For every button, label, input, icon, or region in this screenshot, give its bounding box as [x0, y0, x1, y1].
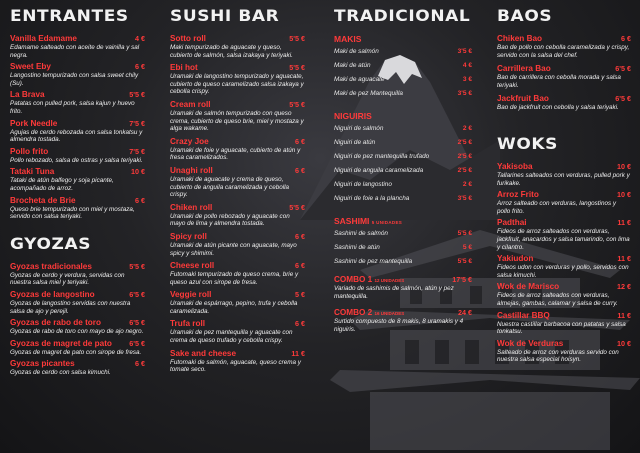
menu-item-row: [10, 290, 145, 299]
menu-item-name: Pollo frito: [10, 146, 49, 156]
menu-item: [334, 62, 472, 69]
menu-item-row: [497, 190, 631, 199]
menu-item-name: Jackfruit Bao: [497, 94, 549, 104]
sashimi-units: 5 UNIDADES: [371, 220, 403, 225]
menu-item: [334, 167, 472, 174]
menu-item-price: 2'5 €: [457, 139, 472, 146]
menu-item-price: 5'5 €: [289, 34, 305, 43]
menu-item-name: Maki de pez Mantequilla: [334, 90, 403, 97]
menu-item-name: Brocheta de Brie: [10, 195, 76, 205]
menu-item: [10, 62, 145, 87]
menu-item-price: 10 €: [617, 190, 631, 200]
menu-item: [334, 258, 472, 265]
menu-item-desc: Futomaki de salmón, aguacate, queso crema y tomate seco.: [170, 358, 301, 374]
menu-item-desc: Uramaki de aguacate y crema de queso, cubierto de anguila caramelizada y cebolla crispy.: [170, 175, 290, 199]
menu-item-row: [170, 166, 305, 175]
baos-title: BAOS: [497, 6, 553, 26]
gyozas-list: [10, 262, 145, 377]
menu-item-price: 11 €: [617, 254, 631, 264]
menu-item-name: Sashimi de pez mantequilla: [334, 258, 413, 265]
menu-item-row: [170, 100, 305, 109]
menu-item-name: Cream roll: [170, 99, 211, 109]
menu-item: [170, 63, 305, 96]
menu-item: [497, 94, 631, 112]
makis-list: [334, 48, 472, 97]
menu-item: [497, 190, 631, 215]
combo1-units: 12 UNIDADES: [374, 278, 405, 283]
menu-item-desc: Bao de carrillera con cebolla morada y salsa teriyaki.: [497, 74, 621, 89]
menu-item: [10, 290, 145, 315]
menu-item-desc: Edamame salteado con aceite de vainilla y sal negra.: [10, 44, 140, 59]
menu-item-name: Tataki Tuna: [10, 167, 55, 177]
menu-item-name: Castillar BBQ: [497, 310, 550, 320]
menu-item-price: 7'5 €: [129, 118, 145, 128]
menu-item-desc: Langostino tempurizado con salsa sweet chily (Su).: [10, 72, 139, 87]
menu-item-row: [497, 311, 631, 320]
menu-item: [170, 203, 305, 228]
menu-item: [170, 34, 305, 59]
combo2-title-text: COMBO 2: [334, 308, 373, 318]
menu-item: [10, 359, 145, 377]
menu-item: [170, 232, 305, 257]
menu-item-price: 4 €: [462, 62, 472, 69]
menu-item-desc: Gyozas de magret de pato con sirope de fresa.: [10, 348, 142, 356]
menu-item-desc: Uramaki de langostino tempurizado y aguacate, cubierto de queso caramelizado salsa izakaya y cebolla crispy.: [170, 73, 304, 96]
menu-item-price: 6 €: [135, 62, 145, 72]
menu-item-row: [170, 290, 305, 299]
menu-item: [497, 162, 631, 187]
menu-item: [10, 167, 145, 192]
menu-item-price: 10 €: [617, 338, 631, 348]
menu-item: [10, 262, 145, 287]
combo2-units: 16 UNIDADES: [374, 311, 405, 317]
menu-item-desc: Gyozas de langostino servidas con nuestra salsa de ajo y perejil.: [10, 299, 131, 315]
menu-item-desc: Patatas con pulled pork, salsa kajun y huevo frito.: [10, 100, 135, 115]
menu-item-desc: Uramaki de pollo rebozado y aguacate con mayo de lima y almendra tostada.: [170, 212, 290, 228]
menu-item-price: 2'5 €: [457, 153, 472, 160]
menu-item-row: [497, 34, 631, 43]
menu-item-price: 11 €: [617, 310, 631, 320]
menu-item-desc: Tataki de atún balfego y soja picante, acompañado de arroz.: [10, 177, 114, 192]
menu-item-price: 3'5 €: [457, 90, 472, 97]
menu-item: [10, 196, 145, 221]
menu-item: [170, 261, 305, 286]
menu-item: [497, 218, 631, 251]
menu-item-name: Wok de Marisco: [497, 282, 560, 292]
menu-item: [497, 311, 631, 336]
menu-item-row: [170, 349, 305, 358]
menu-item-name: Vanilla Edamame: [10, 34, 77, 43]
menu-item-row: [10, 119, 145, 128]
menu-item-price: 6 €: [295, 136, 305, 146]
menu-item-name: Niguiri de foie a la plancha: [334, 195, 410, 202]
menu-item-row: [10, 262, 145, 271]
menu-item-price: 5'5 €: [289, 99, 305, 109]
menu-item-row: [170, 63, 305, 72]
menu-item-desc: Nuestra castillar barbacoa con patatas y salsa tonkatsu.: [497, 320, 626, 336]
menu-item-name: Chiken roll: [170, 202, 213, 212]
menu-item-name: Veggie roll: [170, 290, 212, 300]
menu-item-price: 5'5 €: [457, 230, 472, 237]
menu-item: [10, 339, 145, 357]
menu-item-row: [10, 318, 145, 327]
menu-item-name: Maki de salmón: [334, 48, 379, 55]
menu-item: [497, 254, 631, 279]
menu-item-name: Sake and cheese: [170, 348, 236, 358]
menu-item: [170, 290, 305, 315]
menu-item-name: La Brava: [10, 90, 45, 100]
menu-item-name: Ebi hot: [170, 63, 198, 73]
menu-item-row: [10, 196, 145, 205]
menu-item-price: 5 €: [295, 290, 305, 300]
menu-item-name: Sweet Eby: [10, 62, 51, 72]
makis-title: MAKIS: [334, 34, 362, 44]
menu-item-name: Wok de Verduras: [497, 338, 564, 348]
gyozas-title: GYOZAS: [10, 234, 92, 254]
menu-item-desc: Gyozas de cerdo con salsa kimuchi.: [10, 369, 111, 377]
menu-item-row: [170, 34, 305, 43]
menu-item: [10, 318, 145, 336]
menu-item-price: 6 €: [135, 359, 145, 369]
woks-list: [497, 162, 631, 364]
combo1-price: 17'5 €: [452, 275, 472, 284]
menu-item-name: Gyozas de magret de pato: [10, 338, 112, 348]
menu-item: [170, 100, 305, 133]
menu-item: [10, 119, 145, 144]
menu-item-name: Niguiri de atún: [334, 139, 376, 146]
menu-item-price: 5'5 €: [289, 63, 305, 73]
menu-item-price: 6'5 €: [615, 94, 631, 104]
sushi-column: [170, 6, 305, 378]
menu-item-desc: Fideos udon con verduras y pollo, servidos con salsa kimuchi.: [497, 264, 629, 279]
combo1-desc: Variado de sashimis de salmón, atún y pez mantequilla.: [334, 285, 454, 300]
menu-item-price: 4 €: [135, 34, 145, 43]
menu-item-price: 2 €: [462, 181, 472, 188]
menu-item: [170, 137, 305, 162]
menu-item-price: 2 €: [462, 125, 472, 132]
menu-item-row: [497, 254, 631, 263]
menu-item-desc: Salteado de arroz con verduras servido con nuestra salsa especial hoisyn.: [497, 348, 619, 364]
combo2-desc: Surtido compuesto de 8 makis, 8 uramakis y 4 niguiris.: [334, 318, 464, 333]
menu-item-name: Chiken Bao: [497, 34, 543, 43]
menu-item-name: Niguiri de pez mantequilla trufado: [334, 153, 430, 160]
menu-item-desc: Futomaki tempurizado de queso crema, brie y queso azul con sirope de fresa.: [170, 271, 299, 286]
sushi-list: [170, 34, 305, 374]
menu-item: [10, 90, 145, 115]
menu-item-name: Crazy Joe: [170, 136, 209, 146]
menu-item-name: Sashimi de atún: [334, 244, 380, 251]
menu-item: [497, 339, 631, 364]
menu-item-price: 2'5 €: [457, 167, 472, 174]
menu-item-price: 6 €: [295, 319, 305, 329]
menu-item-price: 5 €: [462, 244, 472, 251]
sashimi-title: [334, 216, 472, 226]
menu-item-name: Unaghi roll: [170, 165, 213, 175]
menu-item: [497, 34, 631, 59]
menu-item: [497, 64, 631, 89]
menu-item-name: Niguiri de anguila caramelizada: [334, 167, 424, 174]
entrantes-title: ENTRANTES: [10, 6, 129, 26]
menu-item-row: [170, 232, 305, 241]
menu-item-desc: Queso brie tempurizado con miel y mostaza, servido con salsa teriyaki.: [10, 205, 135, 221]
menu-item-name: Maki de atún: [334, 62, 371, 69]
tradicional-title: TRADICIONAL: [334, 6, 471, 26]
menu-item-name: Cheese roll: [170, 261, 215, 271]
menu-item-row: [170, 203, 305, 212]
menu-item-name: Pork Needle: [10, 118, 58, 128]
menu-item-price: 6 €: [295, 261, 305, 271]
menu-item-name: Gyozas tradicionales: [10, 261, 92, 271]
menu-item: [334, 181, 472, 188]
menu-item-price: 5'5 €: [289, 202, 305, 212]
menu-item-name: Gyozas de langostino: [10, 289, 95, 299]
menu-item-desc: Agujas de cerdo rebozada con salsa tonkatsu y almendra tostada.: [10, 128, 143, 144]
menu-item-name: Carrillera Bao: [497, 64, 551, 74]
menu-item-row: [10, 359, 145, 368]
menu-item-desc: Uramaki de espárrago, pepino, trufa y cebolla caramelizada.: [170, 300, 298, 315]
sashimi-title-text: SASHIMI: [334, 216, 370, 226]
menu-item-price: 5'5 €: [457, 258, 472, 265]
menu-item-desc: Uramaki de pez mantequilla y aguacate con crema de queso trufado y cebolla crispy.: [170, 329, 293, 345]
menu-item-row: [497, 162, 631, 171]
combo1-title: [334, 275, 404, 284]
menu-item-name: Yakiudon: [497, 254, 534, 264]
menu-item-price: 11 €: [291, 348, 305, 358]
menu-item-desc: Fideos de arroz salteados con verduras, almejas, gambas, calamar y salsa de curry.: [497, 292, 618, 307]
combo2: [334, 308, 472, 333]
menu-item-price: 7'5 €: [129, 146, 145, 156]
menu-item-row: [170, 137, 305, 146]
menu-item-price: 5'5 €: [129, 90, 145, 100]
menu-item-desc: Tallarines salteados con verduras, pulled pork y furikake.: [497, 171, 630, 187]
menu-item: [334, 125, 472, 132]
menu-item-price: 6'5 €: [129, 318, 145, 328]
menu-item-price: 6 €: [135, 195, 145, 205]
menu-item-name: Gyozas picantes: [10, 359, 75, 369]
menu-item: [497, 282, 631, 307]
menu-item: [334, 244, 472, 251]
menu-item-name: Sotto roll: [170, 34, 206, 43]
sushi-title: SUSHI BAR: [170, 6, 280, 26]
menu-item-desc: Gyozas de rabo de toro con mayo de ajo negro.: [10, 328, 144, 336]
menu-item-row: [10, 34, 145, 43]
menu-item-name: Sashimi de salmón: [334, 230, 388, 237]
menu-item-name: Padthai: [497, 218, 527, 228]
menu-item-row: [10, 339, 145, 348]
menu-item-name: Maki de aguacate: [334, 76, 385, 83]
menu-item-desc: Uramaki de salmón tempurizado con queso crema, cubierto de queso brie, miel y mostaza y alga wakame.: [170, 109, 304, 133]
menu-item-desc: Bao de jackfruit con cebolla y salsa teriyaki.: [497, 104, 619, 112]
menu-item-row: [497, 282, 631, 291]
menu-item: [334, 90, 472, 97]
menu-item-price: 3'5 €: [457, 48, 472, 55]
menu-item-row: [497, 218, 631, 227]
menu-item-name: Spicy roll: [170, 231, 207, 241]
menu-item-name: Trufa roll: [170, 319, 206, 329]
menu-item-price: 12 €: [617, 282, 631, 292]
menu-item-price: 6'5 €: [129, 289, 145, 299]
menu-item: [334, 76, 472, 83]
menu-item-price: 11 €: [617, 218, 631, 228]
menu-item-row: [170, 261, 305, 270]
menu-item: [334, 230, 472, 237]
menu-item-price: 6'5 €: [615, 64, 631, 74]
menu-item-row: [497, 94, 631, 103]
menu-item-desc: Maki tempurizado de aguacate y queso, cubierto de salmón, salsa izakaya y teriyaki.: [170, 44, 293, 59]
menu-item-row: [10, 147, 145, 156]
menu-item-row: [10, 62, 145, 71]
menu-item-name: Gyozas de rabo de toro: [10, 318, 101, 328]
menu-item: [170, 349, 305, 374]
menu-item-price: 10 €: [617, 161, 631, 171]
menu-item-row: [10, 167, 145, 176]
menu-item-desc: Uramaki de atún picante con aguacate, mayo spicy y shimimi.: [170, 241, 297, 257]
menu-item-price: 6 €: [621, 34, 631, 43]
menu-item-desc: Bao de pollo con cebolla caramelizada y crispy, servido con la salsa del chef.: [497, 44, 630, 59]
menu-item-name: Arroz Frito: [497, 190, 539, 200]
niguiris-title: NIGUIRIS: [334, 111, 372, 121]
baos-column: [497, 6, 631, 367]
entrantes-list: [10, 34, 145, 221]
woks-title: WOKS: [497, 134, 559, 154]
menu-item: [170, 319, 305, 344]
menu-item-name: Niguiri de langostino: [334, 181, 392, 188]
menu-item-name: Yakisoba: [497, 161, 533, 171]
niguiris-list: [334, 125, 472, 202]
combo2-price: 24 €: [458, 308, 472, 318]
menu-item: [170, 166, 305, 199]
menu-item-row: [10, 90, 145, 99]
menu-item: [334, 195, 472, 202]
menu-item: [334, 139, 472, 146]
entrantes-column: [10, 6, 145, 380]
tradicional-column: [334, 6, 472, 337]
menu-item: [334, 48, 472, 55]
menu-item: [334, 153, 472, 160]
menu-item-price: 3 €: [462, 76, 472, 83]
menu-item-price: 6'5 €: [129, 338, 145, 348]
menu-item-row: [497, 339, 631, 348]
combo2-title: [334, 308, 404, 317]
menu-item-desc: Uramaki de foie y aguacate, cubierto de atún y fresa caramelizados.: [170, 146, 301, 162]
menu-item-price: 3'5 €: [457, 195, 472, 202]
menu-item-price: 10 €: [131, 167, 145, 177]
menu-item-desc: Pollo rebozado, salsa de ostras y salsa teriyaki.: [10, 156, 143, 164]
menu-item-price: 6 €: [295, 231, 305, 241]
menu-item-desc: Arroz salteado con verduras, langostinos y pollo frito.: [497, 200, 617, 215]
menu-item: [10, 147, 145, 165]
combo1: [334, 275, 472, 300]
menu-item-row: [497, 64, 631, 73]
sashimi-list: [334, 230, 472, 265]
menu-item-row: [170, 319, 305, 328]
combo1-title-text: COMBO 1: [334, 275, 373, 284]
menu-item-price: 6 €: [295, 165, 305, 175]
menu-item-desc: Gyozas de cerdo y verdura, servidas con nuestra salsa miel y teriyaki.: [10, 271, 125, 287]
baos-list: [497, 34, 631, 112]
menu-item: [10, 34, 145, 59]
menu-item-name: Niguiri de salmón: [334, 125, 384, 132]
menu-item-price: 5'5 €: [129, 261, 145, 271]
menu-item-desc: Fideos de arroz salteados con verduras, jackfruit, anacardos y salsa tamarindo, con lima y cilantro.: [497, 228, 630, 251]
